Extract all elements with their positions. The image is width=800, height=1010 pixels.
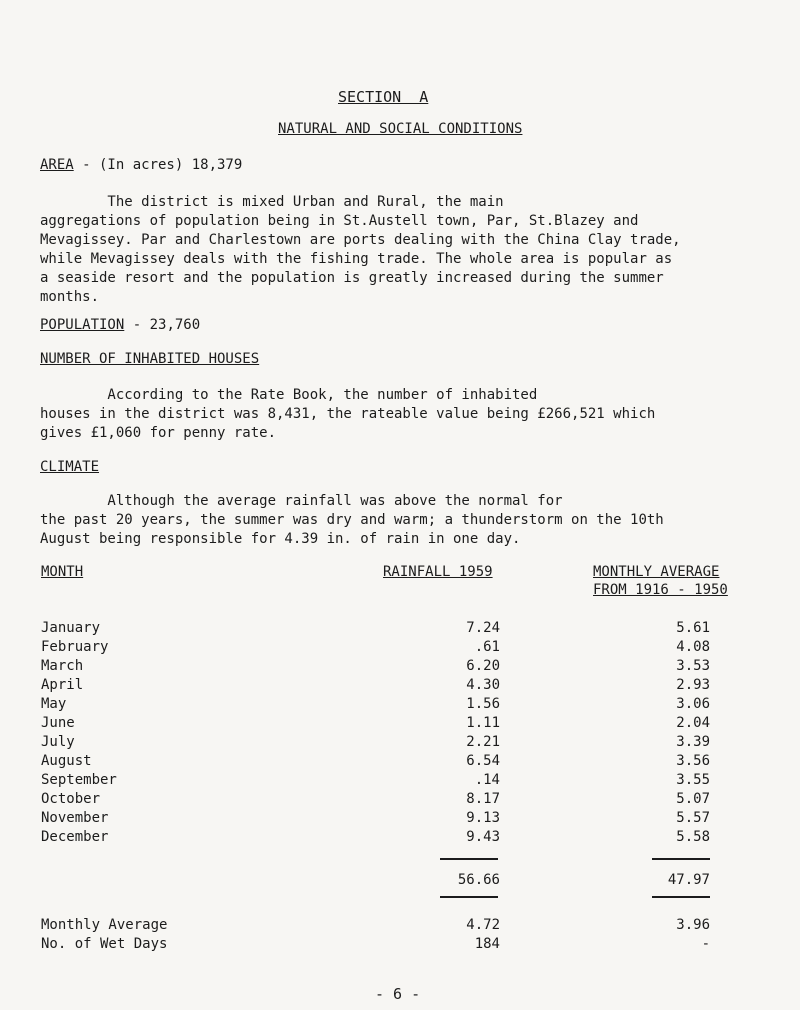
rainfall-cell: 4.30 [466, 677, 500, 693]
houses-paragraph [40, 386, 750, 443]
houses-line: According to the Rate Book, the number of inhabited [40, 387, 538, 403]
rainfall-cell: 6.20 [466, 658, 500, 674]
total-rule-top [652, 858, 710, 860]
population-label: POPULATION [40, 317, 125, 333]
average-header-line2: FROM 1916 - 1950 [593, 582, 728, 598]
average-cell: 2.93 [676, 677, 710, 693]
intro-line: Mevagissey. Par and Charlestown are ports dealing with the China Clay trade, [40, 232, 681, 248]
intro-line: The district is mixed Urban and Rural, the main [40, 194, 504, 210]
rainfall-cell: 9.13 [466, 810, 500, 826]
rainfall-cell: 1.11 [466, 715, 500, 731]
monthly-average-rainfall: 4.72 [466, 917, 500, 933]
rainfall-cell: 2.21 [466, 734, 500, 750]
intro-paragraph [40, 193, 750, 307]
table-row [0, 772, 800, 791]
table-row [0, 734, 800, 753]
climate-line: Although the average rainfall was above the normal for [40, 493, 563, 509]
climate-line: the past 20 years, the summer was dry and warm; a thunderstorm on the 10th [40, 512, 664, 528]
month-cell: June [41, 715, 75, 731]
houses-line: houses in the district was 8,431, the rateable value being £266,521 which [40, 406, 656, 422]
monthly-average-row [0, 917, 800, 936]
rainfall-cell: 8.17 [466, 791, 500, 807]
average-cell: 5.58 [676, 829, 710, 845]
table-row [0, 620, 800, 639]
month-cell: July [41, 734, 75, 750]
rainfall-cell: .14 [474, 772, 500, 788]
average-cell: 3.55 [676, 772, 710, 788]
table-row [0, 810, 800, 829]
average-cell: 4.08 [676, 639, 710, 655]
population-line [40, 317, 200, 333]
table-row [0, 753, 800, 772]
section-subtitle: NATURAL AND SOCIAL CONDITIONS [278, 121, 523, 137]
rainfall-cell: .61 [474, 639, 500, 655]
table-row [0, 791, 800, 810]
table-row [0, 658, 800, 677]
houses-heading: NUMBER OF INHABITED HOUSES [40, 351, 260, 367]
average-cell: 3.39 [676, 734, 710, 750]
table-row [0, 677, 800, 696]
rainfall-cell: 6.54 [466, 753, 500, 769]
intro-line: months. [40, 289, 100, 305]
wet-days-row [0, 936, 800, 955]
totals-row [0, 872, 800, 891]
total-rule-bottom [652, 896, 710, 898]
average-cell: 3.56 [676, 753, 710, 769]
intro-line: while Mevagissey deals with the fishing trade. The whole area is popular as [40, 251, 673, 267]
rainfall-cell: 1.56 [466, 696, 500, 712]
total-rule-top [440, 858, 498, 860]
month-cell: August [41, 753, 92, 769]
month-cell: January [41, 620, 101, 636]
section-title: SECTION A [338, 88, 429, 106]
month-cell: April [41, 677, 84, 693]
climate-heading: CLIMATE [40, 459, 100, 475]
intro-line: aggregations of population being in St.Austell town, Par, St.Blazey and [40, 213, 639, 229]
average-cell: 5.61 [676, 620, 710, 636]
average-cell: 2.04 [676, 715, 710, 731]
average-total: 47.97 [667, 872, 710, 888]
monthly-average-average: 3.96 [676, 917, 710, 933]
month-cell: September [41, 772, 117, 788]
population-value: - 23,760 [124, 317, 201, 333]
average-cell: 5.57 [676, 810, 710, 826]
climate-paragraph [40, 492, 750, 549]
rainfall-cell: 9.43 [466, 829, 500, 845]
total-rule-bottom [440, 896, 498, 898]
table-row [0, 715, 800, 734]
intro-line: a seaside resort and the population is greatly increased during the summer [40, 270, 664, 286]
table-row [0, 696, 800, 715]
table-row [0, 829, 800, 848]
table-row [0, 639, 800, 658]
area-label: AREA [40, 157, 74, 173]
month-header: MONTH [41, 564, 84, 580]
climate-line: August being responsible for 4.39 in. of rain in one day. [40, 531, 521, 547]
wet-days-average: - [701, 936, 710, 952]
average-header-line1: MONTHLY AVERAGE [593, 564, 720, 580]
month-cell: March [41, 658, 84, 674]
rainfall-total: 56.66 [457, 872, 500, 888]
month-cell: October [41, 791, 101, 807]
rainfall-cell: 7.24 [466, 620, 500, 636]
average-cell: 5.07 [676, 791, 710, 807]
month-cell: May [41, 696, 67, 712]
wet-days-rainfall: 184 [474, 936, 500, 952]
average-cell: 3.06 [676, 696, 710, 712]
average-cell: 3.53 [676, 658, 710, 674]
rainfall-header: RAINFALL 1959 [383, 564, 493, 580]
houses-line: gives £1,060 for penny rate. [40, 425, 277, 441]
month-cell: December [41, 829, 109, 845]
page-number: - 6 - [375, 985, 421, 1003]
month-cell: November [41, 810, 109, 826]
area-value: - (In acres) 18,379 [73, 157, 243, 173]
month-cell: February [41, 639, 109, 655]
area-line [40, 157, 242, 173]
monthly-average-label: Monthly Average [41, 917, 168, 933]
wet-days-label: No. of Wet Days [41, 936, 168, 952]
